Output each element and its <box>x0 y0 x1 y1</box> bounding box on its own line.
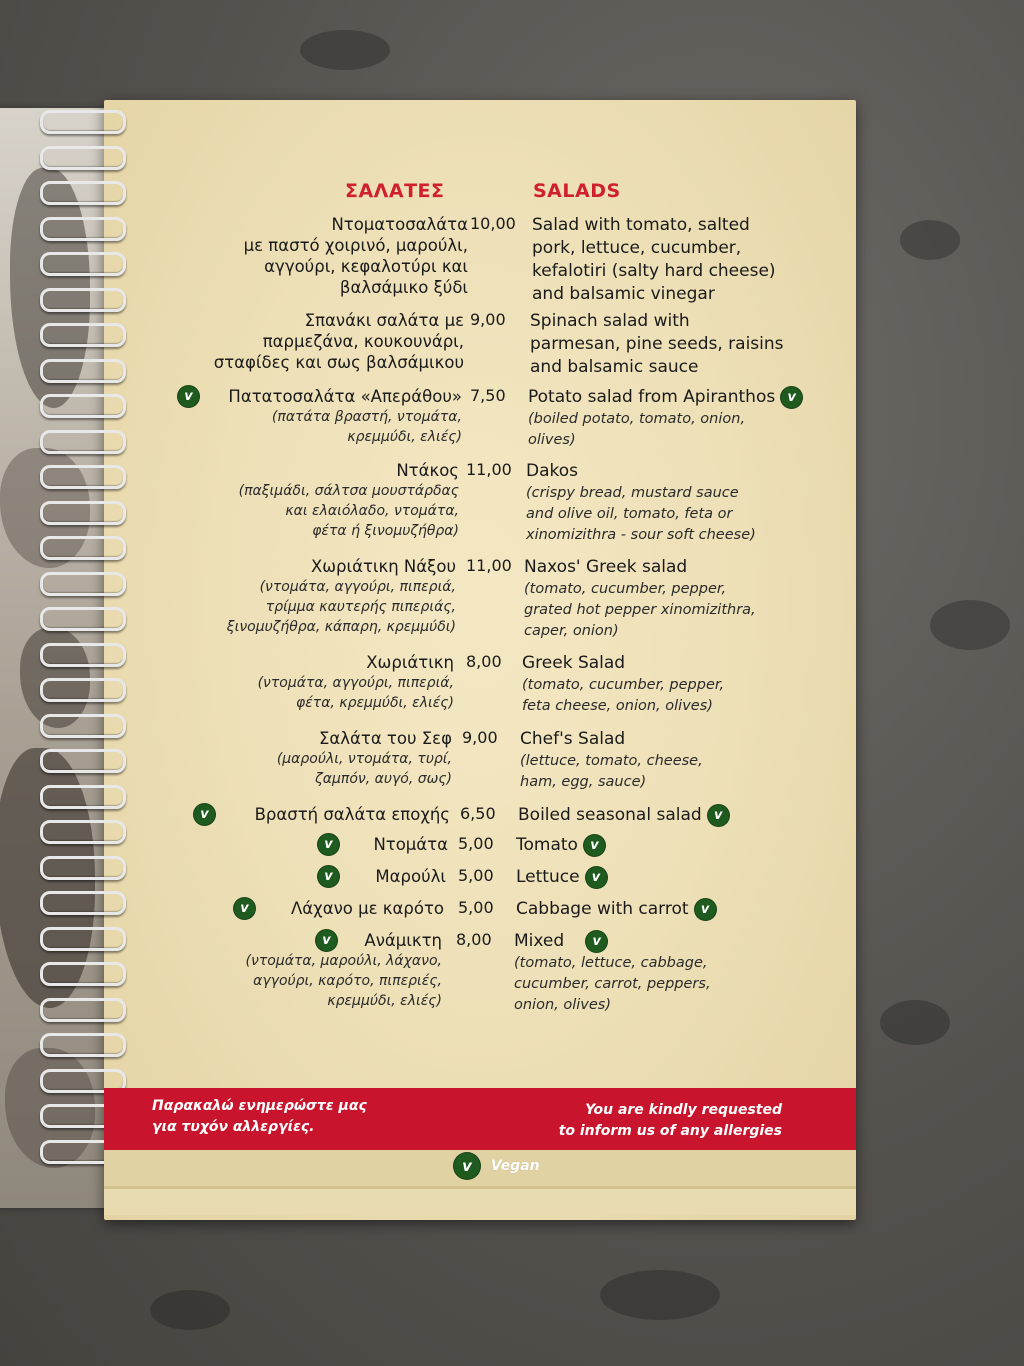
allergy-greek-line: για τυχόν αλλεργίες. <box>152 1119 315 1135</box>
spiral-binding <box>40 110 130 1200</box>
english-item-text <box>528 386 828 451</box>
greek-item-description: αγγούρι, κεφαλοτύρι και <box>264 257 468 276</box>
english-item-name <box>516 866 816 889</box>
greek-item-text <box>129 460 459 541</box>
english-item-text <box>516 866 816 889</box>
greek-item-text <box>138 214 468 298</box>
spiral-ring <box>40 643 126 667</box>
greek-item-name: Ανάμικτη <box>364 931 442 950</box>
allergy-greek-line: Παρακαλώ ενημερώστε μας <box>152 1098 367 1114</box>
spiral-ring <box>40 394 126 418</box>
greek-item-description: ξινομυζήθρα, κάπαρη, κρεμμύδι) <box>226 619 456 635</box>
greek-item-name: Σπανάκι σαλάτα με <box>304 311 464 330</box>
spiral-ring <box>40 820 126 844</box>
greek-item-name: Μαρούλι <box>375 867 446 886</box>
greek-item-name: Βραστή σαλάτα εποχής <box>254 805 450 824</box>
english-item-text <box>518 804 818 827</box>
english-item-name-text: Greek Salad <box>522 653 626 673</box>
english-item-name <box>530 310 830 333</box>
english-item-text <box>516 834 816 857</box>
english-item-description: olives) <box>528 432 576 448</box>
english-item-description: (lettuce, tomato, cheese, <box>520 753 703 769</box>
greek-item-description: και ελαιόλαδο, ντομάτα, <box>285 503 459 519</box>
spiral-ring <box>40 607 126 631</box>
english-item-name <box>514 930 814 953</box>
english-item-text <box>514 930 814 1016</box>
spiral-ring <box>40 856 126 880</box>
spiral-ring <box>40 323 126 347</box>
item-price: 10,00 <box>470 214 516 233</box>
item-price: 5,00 <box>458 866 494 885</box>
english-item-description: feta cheese, onion, olives) <box>522 698 713 714</box>
greek-item-description: (μαρούλι, ντομάτα, τυρί, <box>276 751 452 767</box>
greek-item-name: Ντοματοσαλάτα <box>331 215 468 234</box>
greek-item-name: Σαλάτα του Σεφ <box>318 729 452 748</box>
english-item-name-text: Tomato <box>516 835 578 855</box>
greek-item-description: σταφίδες και σως βαλσάμικου <box>213 353 464 372</box>
item-price: 11,00 <box>466 556 512 575</box>
english-section-title: SALADS <box>533 180 621 202</box>
english-item-name-text: Potato salad from Apiranthos <box>528 387 776 407</box>
english-item-name-text: Mixed <box>514 931 565 951</box>
vegan-leaf-icon: v <box>695 899 716 920</box>
english-item-name-text: Naxos' Greek salad <box>524 557 688 577</box>
spiral-ring <box>40 678 126 702</box>
greek-item-text <box>114 898 444 919</box>
greek-item-description: (πατάτα βραστή, ντομάτα, <box>271 409 462 425</box>
greek-item-description: (ντομάτα, μαρούλι, λάχανο, <box>245 953 442 969</box>
vegan-leaf-icon: v <box>318 834 339 855</box>
spiral-ring <box>40 1033 126 1057</box>
greek-item-description: αγγούρι, καρότο, πιπεριές, <box>253 973 442 989</box>
english-item-name <box>520 728 820 751</box>
greek-item-text <box>118 834 448 855</box>
spiral-ring <box>40 501 126 525</box>
vegan-leaf-icon: v <box>194 804 215 825</box>
greek-item-name: Ντάκος <box>396 461 459 480</box>
allergy-notice-english <box>559 1100 782 1142</box>
vegan-legend <box>454 1153 540 1179</box>
english-item-description: onion, olives) <box>514 997 612 1013</box>
english-item-name <box>522 652 822 675</box>
vegan-leaf-icon: v <box>316 930 337 951</box>
item-price: 5,00 <box>458 898 494 917</box>
english-item-name <box>516 834 816 857</box>
greek-item-text <box>120 804 450 825</box>
spiral-ring <box>40 749 126 773</box>
spiral-ring <box>40 465 126 489</box>
vegan-leaf-icon: v <box>318 866 339 887</box>
english-item-text <box>530 310 830 379</box>
greek-item-name: Πατατοσαλάτα «Απεράθου» <box>228 387 462 406</box>
spiral-ring <box>40 252 126 276</box>
greek-item-text <box>122 728 452 789</box>
vegan-leaf-icon: v <box>454 1153 480 1179</box>
item-price: 11,00 <box>466 460 512 479</box>
english-item-name-text: Boiled seasonal salad <box>518 805 702 825</box>
greek-item-name: Χωριάτικη Νάξου <box>310 557 456 576</box>
english-item-name <box>528 386 828 409</box>
english-item-description: (boiled potato, tomato, onion, <box>528 411 746 427</box>
item-price: 9,00 <box>462 728 498 747</box>
english-item-name <box>518 804 818 827</box>
greek-section-title: ΣΑΛΑΤΕΣ <box>345 180 445 202</box>
greek-item-description: (παξιμάδι, σάλτσα μουστάρδας <box>238 483 459 499</box>
english-item-description: and olive oil, tomato, feta or <box>526 506 733 522</box>
greek-item-name: Χωριάτικη <box>366 653 454 672</box>
vegan-leaf-icon: v <box>178 386 199 407</box>
greek-item-description: τρίμμα καυτερής πιπεριάς, <box>265 599 456 615</box>
spiral-ring <box>40 785 126 809</box>
greek-item-description: βαλσάμικο ξύδι <box>339 278 468 297</box>
spiral-ring <box>40 146 126 170</box>
english-item-name-text: Cabbage with carrot <box>516 899 689 919</box>
vegan-leaf-icon: v <box>234 898 255 919</box>
greek-item-description: με παστό χοιρινό, μαρούλι, <box>243 236 468 255</box>
english-item-description: and balsamic sauce <box>530 357 699 377</box>
vegan-legend-label: Vegan <box>490 1158 540 1174</box>
vegan-leaf-icon: v <box>586 931 607 952</box>
item-price: 5,00 <box>458 834 494 853</box>
greek-item-description: (ντομάτα, αγγούρι, πιπεριά, <box>259 579 456 595</box>
english-item-name <box>516 898 816 921</box>
english-item-text <box>532 214 832 306</box>
greek-item-name: Ντομάτα <box>373 835 448 854</box>
greek-item-text <box>112 930 442 1011</box>
spiral-ring <box>40 536 126 560</box>
item-price: 8,00 <box>456 930 492 949</box>
english-item-text <box>526 460 826 546</box>
allergy-notice-greek <box>152 1096 367 1138</box>
allergy-notice-bar <box>104 1088 856 1150</box>
english-item-description: kefalotiri (salty hard cheese) <box>532 261 776 281</box>
greek-item-name: Λάχανο με καρότο <box>291 899 444 918</box>
spiral-ring <box>40 217 126 241</box>
english-item-name-text: Salad with tomato, salted <box>532 215 750 235</box>
english-item-description: (tomato, lettuce, cabbage, <box>514 955 708 971</box>
english-item-name-text: Chef's Salad <box>520 729 626 749</box>
english-item-description: pork, lettuce, cucumber, <box>532 238 742 258</box>
english-item-description: parmesan, pine seeds, raisins <box>530 334 784 354</box>
english-item-description: grated hot pepper xinomizithra, <box>524 602 756 618</box>
allergy-english-line: You are kindly requested <box>585 1102 782 1118</box>
english-item-description: (tomato, cucumber, pepper, <box>524 581 727 597</box>
spiral-ring <box>40 110 126 134</box>
english-item-description: (tomato, cucumber, pepper, <box>522 677 725 693</box>
english-item-description: caper, onion) <box>524 623 619 639</box>
english-item-description: xinomizithra - sour soft cheese) <box>526 527 756 543</box>
english-item-description: ham, egg, sauce) <box>520 774 647 790</box>
item-price: 7,50 <box>470 386 506 405</box>
english-item-description: and balsamic vinegar <box>532 284 715 304</box>
english-item-text <box>524 556 824 642</box>
item-price: 8,00 <box>466 652 502 671</box>
english-item-name <box>524 556 824 579</box>
vegan-leaf-icon: v <box>586 867 607 888</box>
english-item-text <box>520 728 820 793</box>
greek-item-text <box>116 866 446 887</box>
english-item-description: (crispy bread, mustard sauce <box>526 485 739 501</box>
vegan-leaf-icon: v <box>584 835 605 856</box>
greek-item-text <box>124 652 454 713</box>
greek-item-text <box>126 556 456 637</box>
spiral-ring <box>40 572 126 596</box>
english-item-text <box>522 652 822 717</box>
english-item-name <box>532 214 832 237</box>
vegan-leaf-icon: v <box>708 805 729 826</box>
page-footer-strip <box>104 1189 856 1215</box>
english-item-name-text: Dakos <box>526 461 579 481</box>
greek-item-description: παρμεζάνα, κουκουνάρι, <box>262 332 464 351</box>
greek-item-description: ζαμπόν, αυγό, σως) <box>315 771 452 787</box>
spiral-ring <box>40 288 126 312</box>
greek-item-description: φέτα, κρεμμύδι, ελιές) <box>295 695 454 711</box>
spiral-ring <box>40 359 126 383</box>
greek-item-description: κρεμμύδι, ελιές) <box>327 993 442 1009</box>
greek-item-text <box>134 310 464 373</box>
item-price: 9,00 <box>470 310 506 329</box>
greek-item-description: κρεμμύδι, ελιές) <box>347 429 462 445</box>
vegan-leaf-icon: v <box>781 387 802 408</box>
english-item-name-text: Lettuce <box>516 867 580 887</box>
spiral-ring <box>40 181 126 205</box>
legend-bar <box>104 1150 856 1189</box>
english-item-name <box>526 460 826 483</box>
item-price: 6,50 <box>460 804 496 823</box>
greek-item-description: (ντομάτα, αγγούρι, πιπεριά, <box>257 675 454 691</box>
english-item-name-text: Spinach salad with <box>530 311 690 331</box>
greek-item-description: φέτα ή ξινομυζήθρα) <box>312 523 459 539</box>
english-item-description: cucumber, carrot, peppers, <box>514 976 711 992</box>
spiral-ring <box>40 714 126 738</box>
allergy-english-line: to inform us of any allergies <box>558 1123 782 1139</box>
spiral-ring <box>40 430 126 454</box>
english-item-text <box>516 898 816 921</box>
